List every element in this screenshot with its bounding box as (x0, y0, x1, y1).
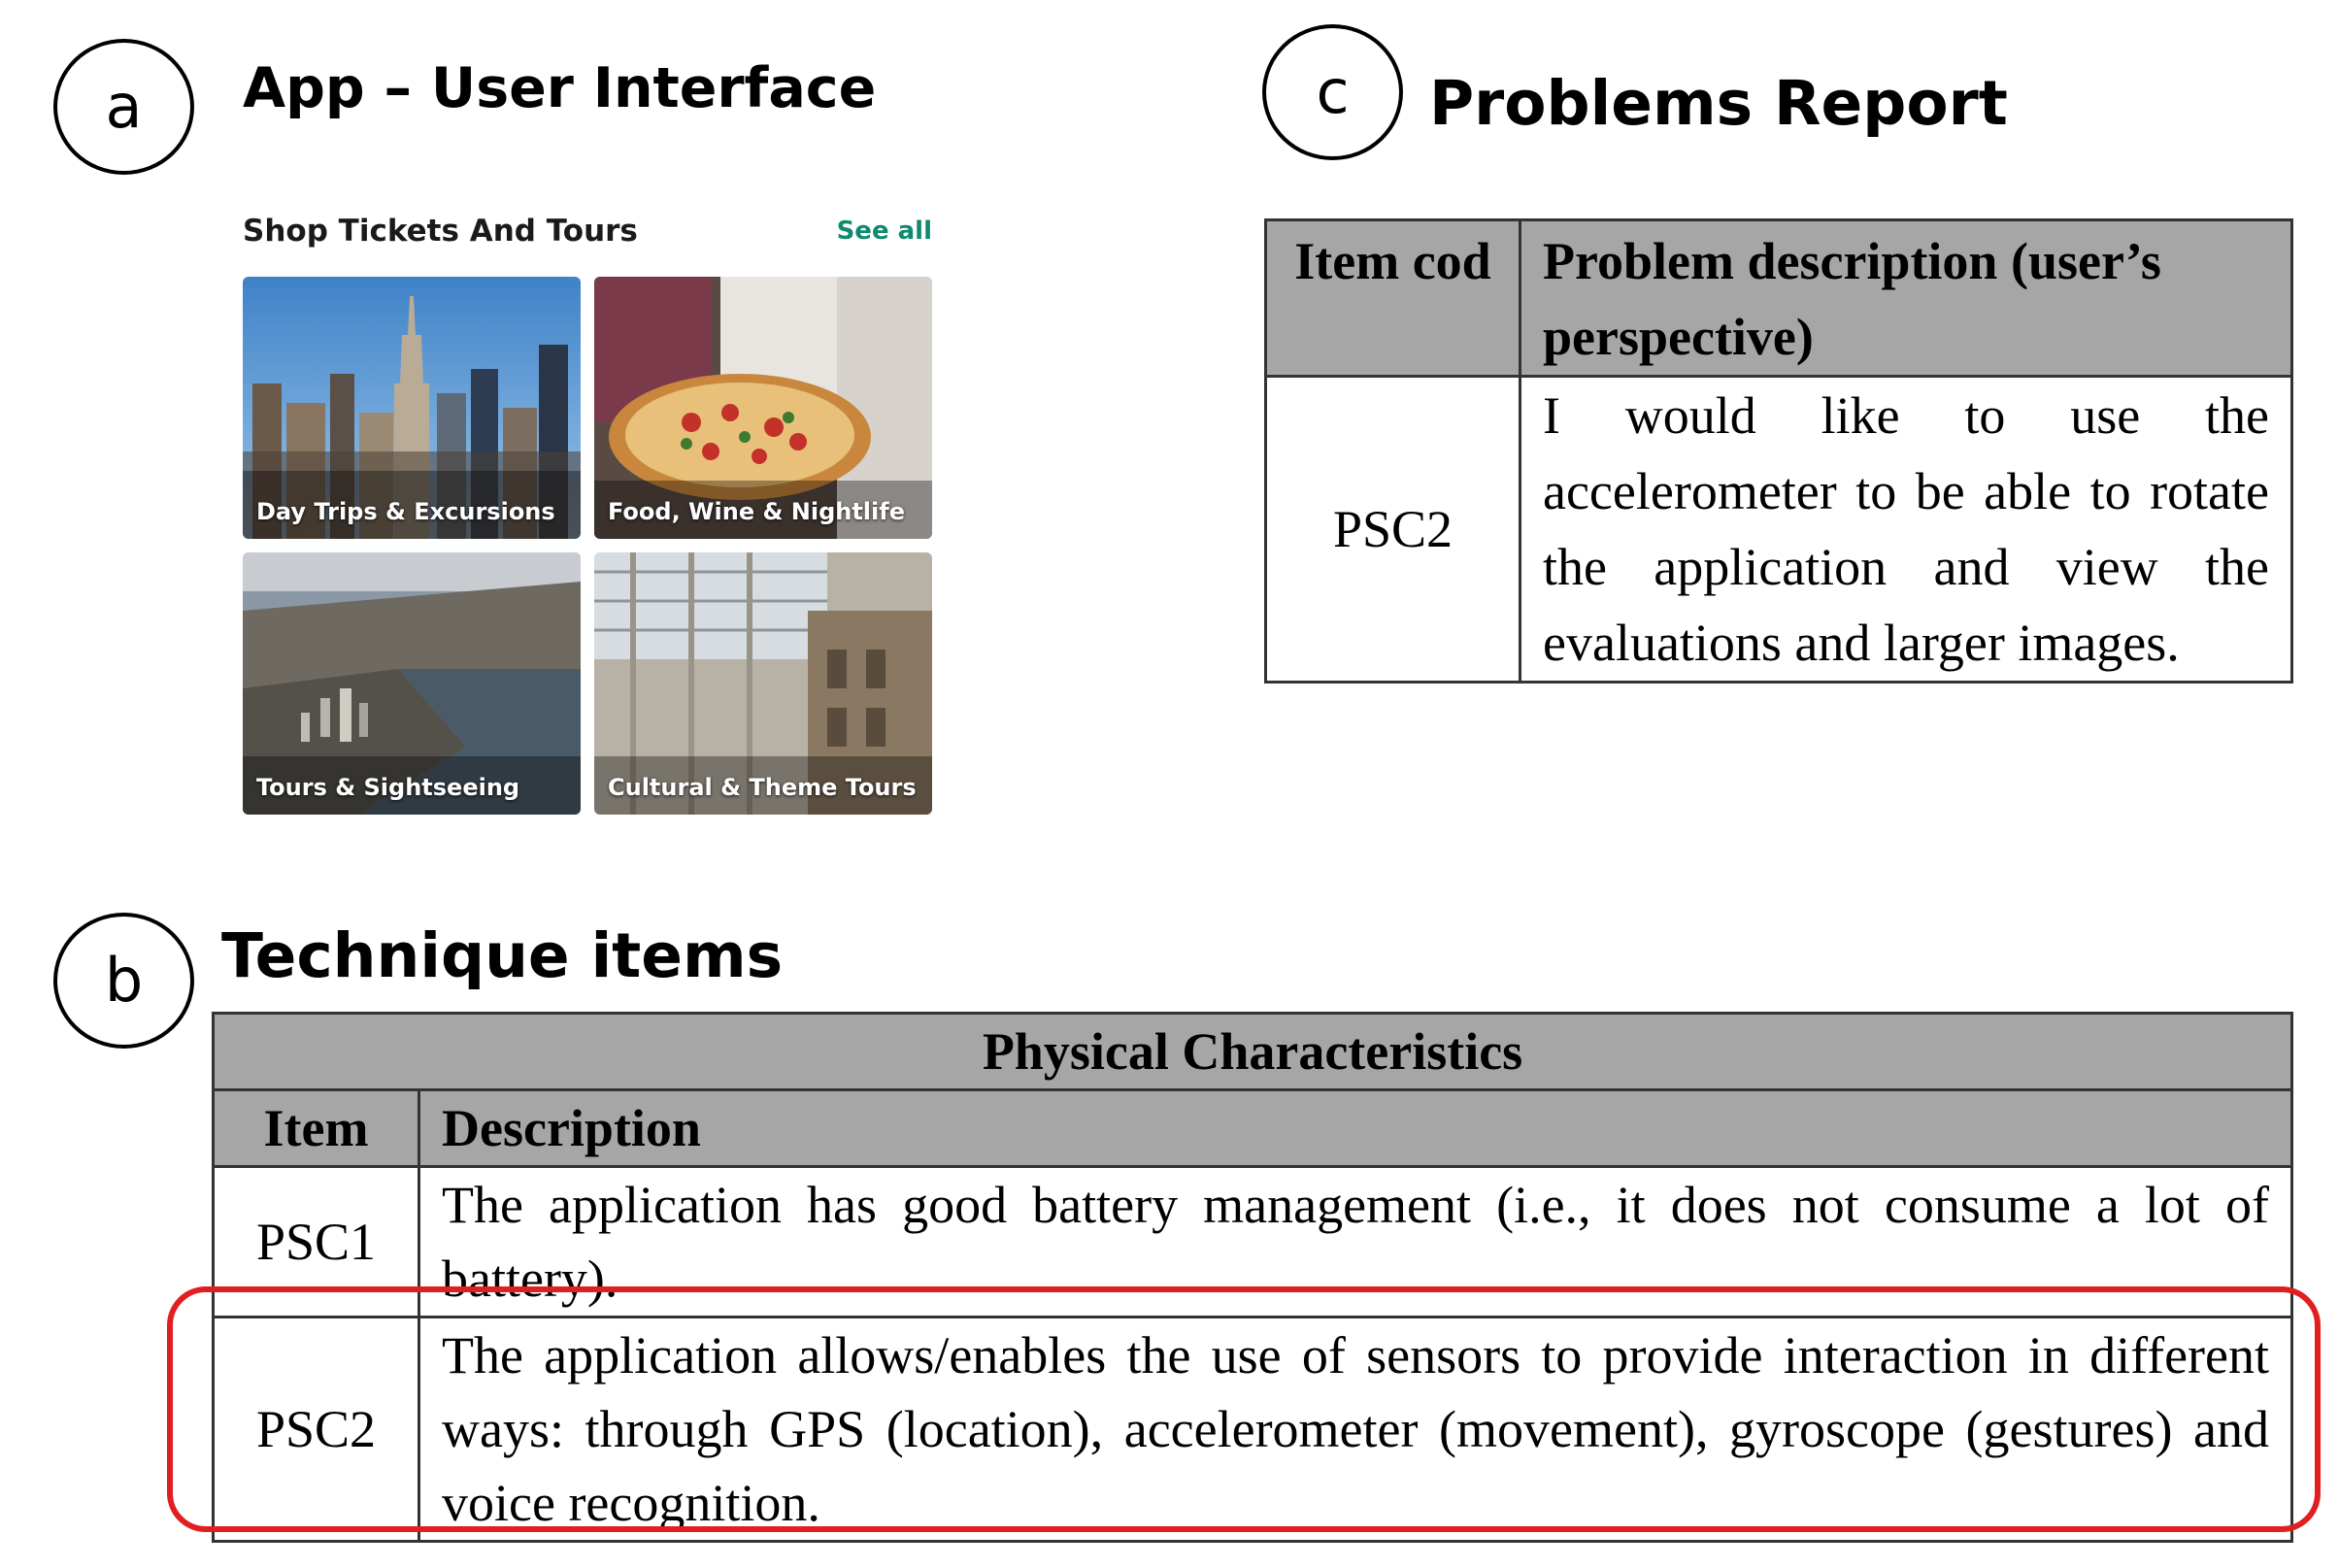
table-row (1266, 377, 2292, 683)
header-problem-description: Problem description (user’s perspective) (1520, 220, 2292, 377)
table-row (214, 1167, 2292, 1318)
problem-item-code: PSC2 (1266, 377, 1520, 683)
problem-description: I would like to use the accelerometer to be able to rotate the application and view the evaluations and larger images. (1520, 377, 2292, 683)
table-title-row (214, 1014, 2292, 1090)
panel-c-letter: c (1316, 56, 1350, 127)
panel-c-label (1262, 24, 1403, 160)
header-item: Item (214, 1090, 419, 1167)
tile-food-wine[interactable] (594, 277, 932, 539)
item-code: PSC1 (214, 1167, 419, 1318)
item-description: The application allows/enables the use of sensors to provide interaction in different ways: through GPS (location), accelerometer (movement), gyroscope (gestures) and voice recognition. (419, 1318, 2292, 1542)
panel-c-heading: Problems Report (1429, 68, 2008, 139)
panel-a-heading: App – User Interface (243, 56, 877, 120)
panel-b-letter: b (104, 945, 144, 1016)
table-title: Physical Characteristics (214, 1014, 2292, 1090)
panel-a-letter: a (105, 71, 143, 142)
tile-cultural-theme[interactable] (594, 552, 932, 815)
tile-day-trips-label: Day Trips & Excursions (256, 498, 555, 525)
panel-a-label (53, 39, 194, 175)
app-section-title: Shop Tickets And Tours (243, 214, 638, 249)
problems-header-row (1266, 220, 2292, 377)
panel-b-heading: Technique items (221, 920, 784, 991)
tile-tours-sightseeing-label: Tours & Sightseeing (256, 774, 520, 801)
item-description: The application has good battery management (i.e., it does not consume a lot of battery). (419, 1167, 2292, 1318)
tile-tours-sightseeing[interactable] (243, 552, 581, 815)
tile-cultural-theme-label: Cultural & Theme Tours (608, 774, 917, 801)
tile-day-trips[interactable] (243, 277, 581, 539)
item-code: PSC2 (214, 1318, 419, 1542)
see-all-link[interactable]: See all (836, 217, 932, 246)
header-item-cod: Item cod (1266, 220, 1520, 377)
header-description: Description (419, 1090, 2292, 1167)
problems-report-table (1264, 218, 2293, 684)
panel-b-label (53, 913, 194, 1049)
table-header-row (214, 1090, 2292, 1167)
tile-food-wine-label: Food, Wine & Nightlife (608, 498, 905, 525)
table-row (214, 1318, 2292, 1542)
technique-items-table (212, 1012, 2293, 1543)
app-section-header (243, 207, 932, 255)
